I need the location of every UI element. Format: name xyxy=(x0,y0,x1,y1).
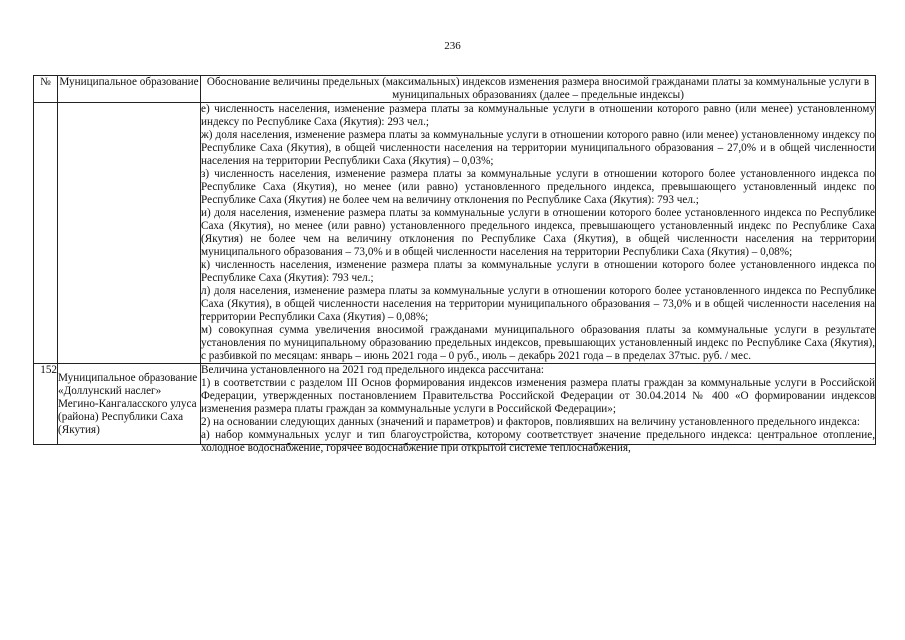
row-number: 152 xyxy=(34,364,58,445)
paragraph: к) численность населения, изменение размера платы за коммунальные услуги в отношении которого более установленного индекса по Республике Саха (Якутия): 793 чел.; xyxy=(201,259,875,284)
paragraph: м) совокупная сумма увеличения вносимой гражданами муниципального образования платы за коммунальные услуги в результате установления по муниципальному образованию предельных индексов, превышающих установленный индекс по Республике Саха (Якутия), с разбивкой по месяцам: январь – июнь 2021 года – 0 руб., июль – декабрь 2021 года – в пределах 37тыс. руб. / мес. xyxy=(201,324,875,362)
paragraph: 1) в соответствии с разделом III Основ формирования индексов изменения размера платы граждан за коммунальные услуги в Российской Федерации, утвержденных постановлением Правительства Российской Федерации от 30.04.2014 № 400 «О формировании индексов изменения размера платы граждан за коммунальные услуги в Российской Федерации»; xyxy=(201,377,875,415)
row-justification-content xyxy=(201,364,875,454)
paragraph: з) численность населения, изменение размера платы за коммунальные услуги в отношении которого более установленного индекса по Республике Саха (Якутия), но менее (или равно) установленного предельного индекса, превышающего установленный индекс по Республике Саха (Якутия) не более чем на величину отклонения по Республике Саха (Якутия): 793 чел.; xyxy=(201,168,875,206)
table-header-row xyxy=(34,76,876,103)
paragraph: 2) на основании следующих данных (значений и параметров) и факторов, повлиявших на величину установленного предельного индекса: xyxy=(201,416,860,428)
header-municipality: Муниципальное образование xyxy=(58,76,201,103)
row-municipality: Муниципальное образование «Доллунский наслег» Мегино-Кангаласского улуса (района) Республики Саха (Якутия) xyxy=(58,364,201,445)
row-number xyxy=(34,103,58,364)
paragraph: и) доля населения, изменение размера платы за коммунальные услуги в отношении которого более установленного индекса по Республике Саха (Якутия), но менее (или равно) установленного предельного индекса, превышающего установленный индекс по Республике Саха (Якутия) не более чем на величину отклонения по Республике Саха (Якутия), в общей численности населения на территории муниципального образования – 73,0% и в общей численности населения на территории Республики Саха (Якутия) – 0,08%; xyxy=(201,207,875,258)
paragraph: ж) доля населения, изменение размера платы за коммунальные услуги в отношении которого равно (или менее) установленному индексу по Республике Саха (Якутия), в общей численности населения на территории муниципального образования – 27,0% и в общей численности населения на территории Республики Саха (Якутия) – 0,03%; xyxy=(201,129,875,167)
row-municipality xyxy=(58,103,201,364)
page-number: 236 xyxy=(444,40,461,52)
paragraph: Величина установленного на 2021 год предельного индекса рассчитана: xyxy=(201,364,545,376)
table-row xyxy=(34,103,876,364)
header-number: № xyxy=(34,76,58,103)
table-row xyxy=(34,364,876,445)
row-justification xyxy=(201,364,876,454)
paragraph: а) набор коммунальных услуг и тип благоустройства, которому соответствует значение предельного индекса: центральное отопление, холодное водоснабжение, горячее водоснабжение при открытой системе теплоснабжения, xyxy=(201,429,875,454)
paragraph: л) доля населения, изменение размера платы за коммунальные услуги в отношении которого более установленного индекса по Республике Саха (Якутия), в общей численности населения на территории муниципального образования – 73,0% и в общей численности населения на территории Республики Саха (Якутия) – 0,08%; xyxy=(201,285,875,323)
header-justification: Обоснование величины предельных (максимальных) индексов изменения размера вносимой гражданами платы за коммунальные услуги в муниципальных образованиях (далее – предельные индексы) xyxy=(201,76,876,103)
indices-table xyxy=(33,75,876,454)
paragraph: е) численность населения, изменение размера платы за коммунальные услуги в отношении которого равно (или менее) установленному индексу по Республике Саха (Якутия): 293 чел.; xyxy=(201,103,875,128)
row-justification xyxy=(201,103,876,364)
